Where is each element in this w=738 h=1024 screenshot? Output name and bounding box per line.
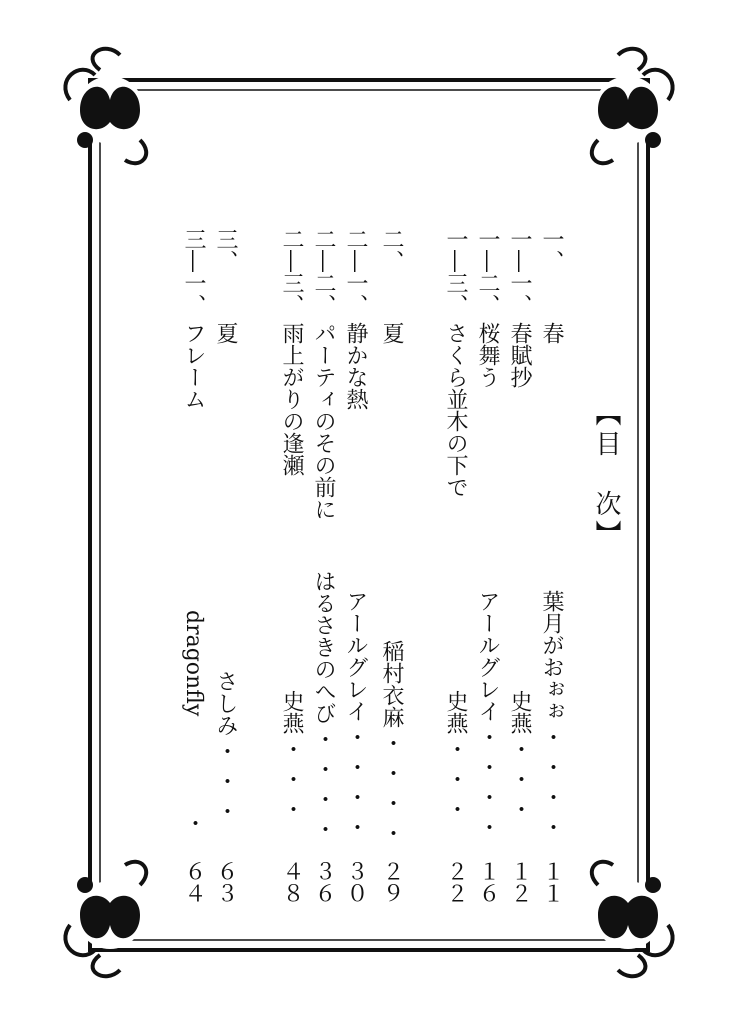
toc-number: 三、 — [213, 228, 238, 272]
toc-page-number: ６４ — [181, 860, 206, 904]
dot-leader: ・・・ — [443, 738, 468, 828]
toc-page-number: ２２ — [443, 860, 468, 904]
toc-number: 三―一、 — [181, 228, 206, 316]
toc-entry-title: パーティのその前に — [311, 322, 336, 520]
dot-leader: ・・・・ — [379, 732, 404, 852]
toc-page-number: ３６ — [311, 860, 336, 904]
toc-number: 二―二、 — [311, 228, 336, 316]
dot-leader: ・・・・ — [343, 726, 368, 846]
toc-page-number: １１ — [539, 860, 564, 904]
toc-page-number: ６３ — [213, 860, 238, 904]
toc-page-number: ３０ — [343, 860, 368, 904]
toc-page-number: １２ — [507, 860, 532, 904]
dot-leader: ・・・ — [213, 740, 238, 830]
toc-author: dragonfly — [181, 610, 206, 717]
corner-ornament-top-left-icon — [65, 49, 146, 163]
toc-entry-title: 夏 — [379, 322, 404, 344]
toc-author: 史燕 — [279, 690, 304, 734]
toc-author: アールグレイ — [475, 590, 500, 722]
toc-number: 一、 — [539, 228, 564, 272]
toc-entry-title: 春賦抄 — [507, 322, 532, 388]
toc-entry-title: 雨上がりの逢瀬 — [279, 322, 304, 476]
toc-entry-title: 夏 — [213, 322, 238, 344]
toc-number: 二―一、 — [343, 228, 368, 316]
toc-author: 史燕 — [507, 690, 532, 734]
toc-number: 一―一、 — [507, 228, 532, 316]
outer-border — [90, 80, 648, 950]
toc-author: 史燕 — [443, 690, 468, 734]
toc-author: はるさきのへび — [311, 570, 336, 724]
corner-ornament-bottom-left-icon — [65, 862, 146, 976]
dot-leader: ・・・ — [507, 738, 532, 828]
dot-leader: ・・・・ — [311, 728, 336, 848]
toc-author: アールグレイ — [343, 590, 368, 722]
toc-entry-title: 静かな熱 — [343, 322, 368, 410]
toc-title: 【目 次】 — [591, 400, 621, 550]
toc-entry-title: 春 — [539, 322, 564, 344]
toc-author: 葉月がおぉぉ — [539, 590, 564, 722]
dot-leader: ・・・ — [279, 738, 304, 828]
dot-leader: ・ — [181, 812, 206, 842]
toc-entry-title: さくら並木の下で — [443, 322, 468, 498]
toc-page-number: １６ — [475, 860, 500, 904]
toc-page-number: ２９ — [379, 860, 404, 904]
toc-number: 一―三、 — [443, 228, 468, 316]
dot-leader: ・・・・ — [539, 726, 564, 846]
toc-number: 二、 — [379, 228, 404, 272]
corner-ornament-bottom-right-icon — [592, 862, 673, 976]
dot-leader: ・・・・ — [475, 726, 500, 846]
toc-author: 稲村衣麻 — [379, 640, 404, 728]
corner-ornament-top-right-icon — [592, 49, 673, 163]
toc-number: 一―二、 — [475, 228, 500, 316]
toc-entry-title: 桜舞う — [475, 322, 500, 388]
toc-author: さしみ — [213, 670, 238, 736]
toc-page-number: ４８ — [279, 860, 304, 904]
toc-number: 二―三、 — [279, 228, 304, 316]
toc-entry-title: フレーム — [181, 322, 206, 410]
